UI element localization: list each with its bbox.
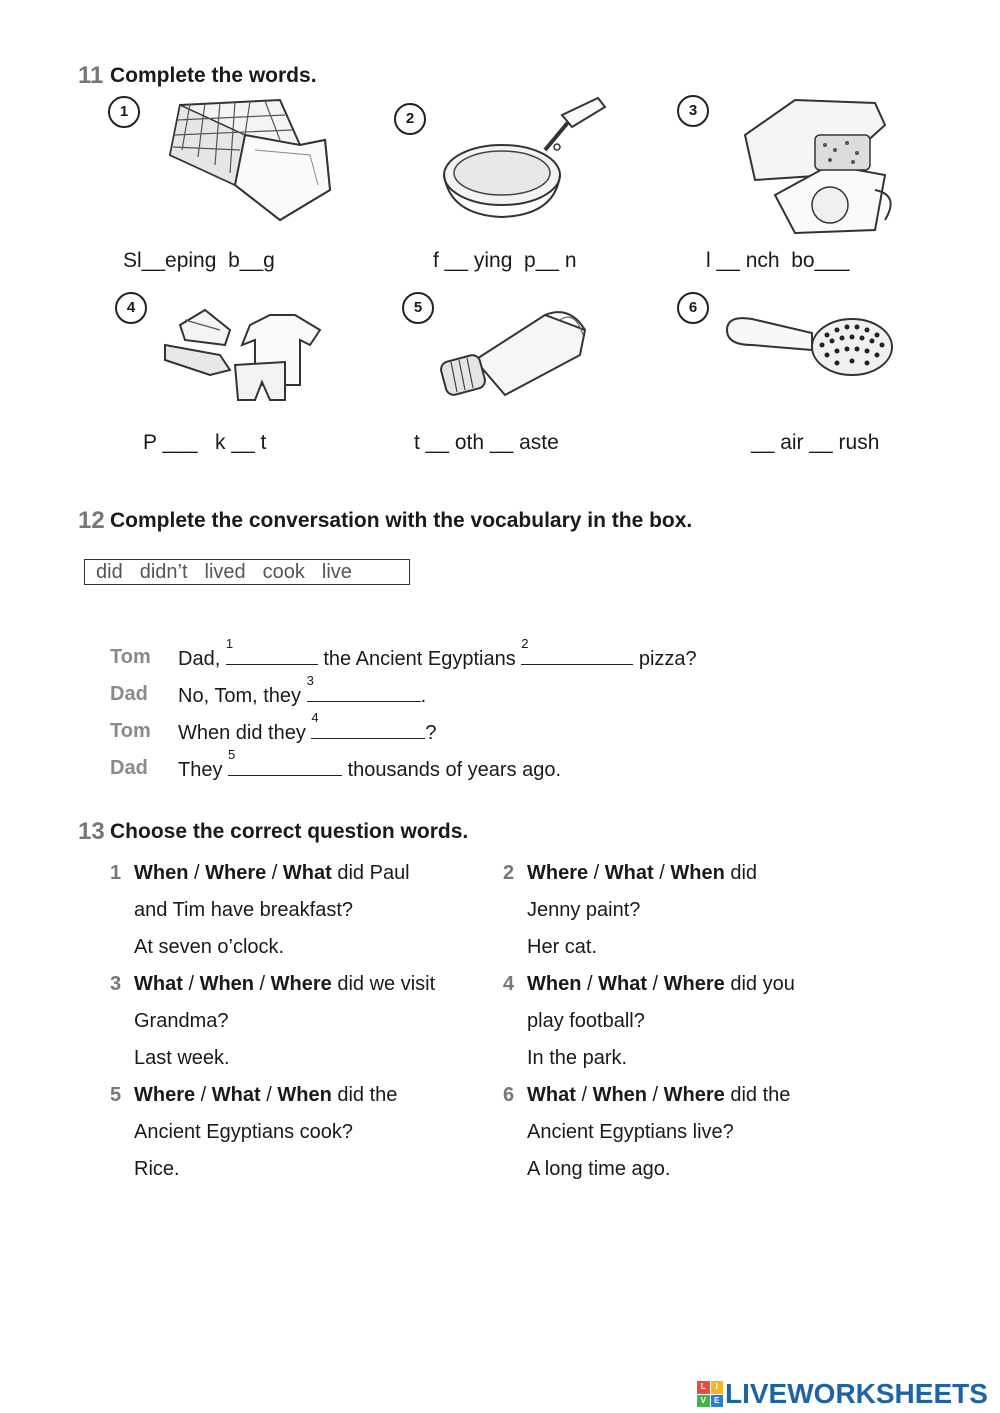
conversation-line-2: No, Tom, they 3 . <box>178 673 427 707</box>
choice-word[interactable]: Where <box>663 973 725 995</box>
exercise-11-number: 11 <box>78 62 104 89</box>
exercise-13-number: 13 <box>78 818 105 845</box>
question-1-line2: and Tim have breakfast? <box>134 899 354 921</box>
choice-word[interactable]: What <box>211 1084 261 1106</box>
choice-word[interactable]: Where <box>663 1084 725 1106</box>
blank-4[interactable]: 4 <box>311 720 425 739</box>
choice-word[interactable]: When <box>199 973 254 995</box>
choice-word[interactable]: When <box>527 973 582 995</box>
pe-kit-image <box>160 300 325 410</box>
question-number: 5 <box>110 1084 122 1106</box>
question-number: 2 <box>503 862 515 884</box>
item-number-4: 4 <box>115 292 147 324</box>
conversation-line-4: They 5 thousands of years ago. <box>178 747 562 781</box>
choice-word[interactable]: When <box>134 862 189 884</box>
choice-word[interactable]: When <box>592 1084 647 1106</box>
question-3-answer: Last week. <box>134 1047 230 1069</box>
vocabulary-box <box>84 559 410 585</box>
blank-2[interactable]: 2 <box>521 646 633 665</box>
question-4-choices: When / What / Where did you <box>527 973 795 995</box>
word-sleeping-bag[interactable]: Sl__eping b__g <box>123 249 275 272</box>
logo-icon: L I V E <box>697 1381 723 1407</box>
question-2-answer: Her cat. <box>527 936 598 958</box>
choice-word[interactable]: Where <box>270 973 332 995</box>
frying-pan-image <box>440 95 610 225</box>
question-number: 6 <box>503 1084 515 1106</box>
question-number: 1 <box>110 862 122 884</box>
question-2-choices: Where / What / When did <box>527 862 758 884</box>
question-3-choices: What / When / Where did we visit <box>134 973 436 995</box>
question-1-answer: At seven o’clock. <box>134 936 285 958</box>
word-frying-pan[interactable]: f __ ying p__ n <box>433 249 577 272</box>
item-number-6: 6 <box>677 292 709 324</box>
speaker-tom: Tom <box>110 646 151 668</box>
item-number-2: 2 <box>394 103 426 135</box>
choice-word[interactable]: Where <box>527 862 589 884</box>
question-5-line2: Ancient Egyptians cook? <box>134 1121 354 1143</box>
toothpaste-image <box>435 300 595 410</box>
question-4-answer: In the park. <box>527 1047 628 1069</box>
question-2-line2: Jenny paint? <box>527 899 641 921</box>
question-3-line2: Grandma? <box>134 1010 229 1032</box>
lunch-box-image <box>735 95 900 235</box>
word-hairbrush[interactable]: __ air __ rush <box>751 431 880 454</box>
item-number-1: 1 <box>108 96 140 128</box>
word-pe-kit[interactable]: P ___ k __ t <box>143 431 267 454</box>
choice-word[interactable]: When <box>670 862 725 884</box>
speaker-dad: Dad <box>110 757 148 779</box>
hairbrush-image <box>722 305 897 385</box>
exercise-11-title: Complete the words. <box>110 64 317 87</box>
vocab-word: did <box>96 561 123 583</box>
blank-1[interactable]: 1 <box>226 646 318 665</box>
speaker-dad: Dad <box>110 683 148 705</box>
exercise-12-number: 12 <box>78 507 105 534</box>
speaker-tom: Tom <box>110 720 151 742</box>
vocab-word: didn’t <box>139 561 188 583</box>
vocab-word: cook <box>262 561 305 583</box>
item-number-3: 3 <box>677 95 709 127</box>
choice-word[interactable]: What <box>604 862 654 884</box>
choice-word[interactable]: What <box>134 973 183 995</box>
vocab-word: live <box>321 561 352 583</box>
question-6-answer: A long time ago. <box>527 1158 671 1180</box>
choice-word[interactable]: What <box>527 1084 576 1106</box>
choice-word[interactable]: When <box>277 1084 332 1106</box>
blank-3[interactable]: 3 <box>307 683 421 702</box>
question-6-choices: What / When / Where did the <box>527 1084 791 1106</box>
vocab-word: lived <box>204 561 246 583</box>
question-4-line2: play football? <box>527 1010 645 1032</box>
exercise-13-title: Choose the correct question words. <box>110 820 469 843</box>
blank-5[interactable]: 5 <box>228 757 342 776</box>
choice-word[interactable]: What <box>282 862 332 884</box>
question-5-choices: Where / What / When did the <box>134 1084 398 1106</box>
logo-text: LIVEWORKSHEETS <box>725 1378 988 1409</box>
question-number: 4 <box>503 973 515 995</box>
sleeping-bag-image <box>160 95 335 225</box>
question-6-line2: Ancient Egyptians live? <box>527 1121 734 1143</box>
conversation-line-3: When did they 4 ? <box>178 710 437 744</box>
word-toothpaste[interactable]: t __ oth __ aste <box>414 431 559 454</box>
question-number: 3 <box>110 973 122 995</box>
item-number-5: 5 <box>402 292 434 324</box>
choice-word[interactable]: Where <box>205 862 267 884</box>
conversation-line-1: Dad, 1 the Ancient Egyptians 2 pizza? <box>178 636 697 670</box>
choice-word[interactable]: What <box>598 973 647 995</box>
liveworksheets-logo <box>697 1377 988 1411</box>
question-5-answer: Rice. <box>134 1158 180 1180</box>
choice-word[interactable]: Where <box>134 1084 196 1106</box>
question-1-choices: When / Where / What did Paul <box>134 862 410 884</box>
word-lunch-box[interactable]: l __ nch bo___ <box>706 249 850 272</box>
exercise-12-title: Complete the conversation with the vocabulary in the box. <box>110 509 693 532</box>
